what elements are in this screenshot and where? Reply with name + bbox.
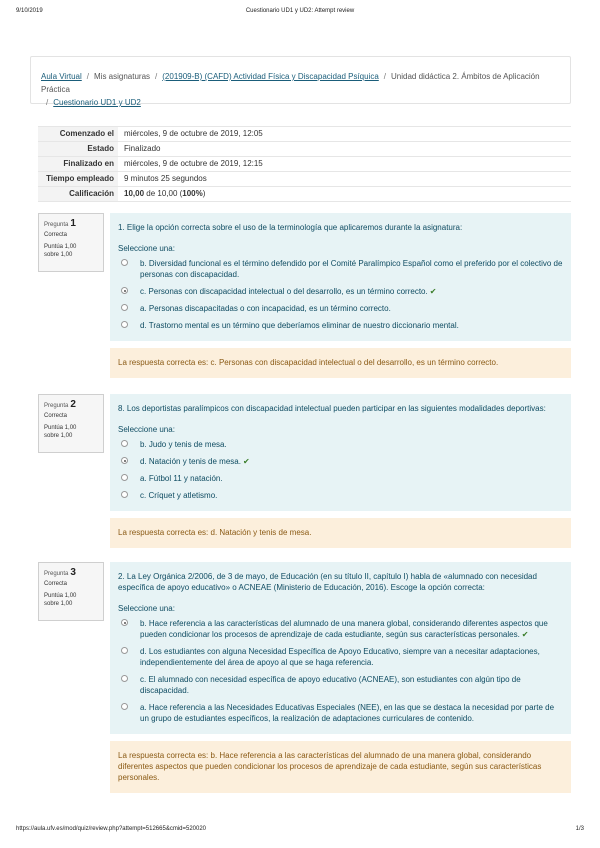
grade-close: ) [202, 189, 206, 198]
question-label: Pregunta [44, 571, 69, 577]
answer-text: a. Personas discapacitadas o con incapacidad, es un término correcto. [140, 304, 391, 313]
correct-answer-feedback: La respuesta correcta es: c. Personas con discapacidad intelectual o del desarrollo, es un término correcto. [110, 348, 571, 378]
summary-value: miércoles, 9 de octubre de 2019, 12:15 [124, 159, 263, 168]
answer-prompt: Seleccione una: [118, 604, 175, 613]
grade-line: Puntúa 1,00 [44, 593, 77, 599]
question-number-value: 2 [70, 399, 76, 410]
question-content [110, 562, 571, 793]
print-title: Cuestionario UD1 y UD2: Attempt review [245, 8, 355, 14]
summary-label: Estado [38, 142, 118, 157]
radio-button[interactable] [121, 647, 128, 654]
answer-option[interactable] [118, 439, 563, 450]
question-grade [44, 592, 98, 608]
answer-text: a. Hace referencia a las Necesidades Educativas Especiales (NEE), en las que se destaca la necesidad por parte de un grupo de estudiantes específicos, la realización de adaptaciones curriculares de contenido. [140, 703, 555, 723]
question-number [44, 399, 98, 410]
question-text: 2. La Ley Orgánica 2/2006, de 3 de mayo, de Educación (en su título II, capítulo I) habla de «alumnado con necesidad específica de apoyo educativo» o ACNEAE (Ministerio de Educación, 2016). Escoge la opción correcta: [118, 572, 537, 592]
question-state: Correcta [44, 413, 68, 419]
answer-text: c. El alumnado con necesidad específica de apoyo educativo (ACNEAE), son estudiantes con algún tipo de discapacidad. [140, 675, 521, 695]
answer-option[interactable] [118, 320, 563, 331]
print-url: https://aula.ufv.es/mod/quiz/review.php?attempt=512665&cmid=520020 [16, 826, 207, 832]
question-info [38, 213, 104, 272]
radio-button-checked[interactable] [121, 619, 128, 626]
breadcrumb-separator: / [155, 72, 158, 81]
check-icon: ✔ [521, 630, 529, 639]
radio-button[interactable] [121, 703, 128, 710]
summary-row [38, 172, 571, 187]
correct-answer-feedback: La respuesta correcta es: b. Hace referencia a las características del alumnado de una manera global, considerando diferentes aspectos que pueden condicionar los procesos de aprendizaje de cada estudiante, según sus características personales. [110, 741, 571, 793]
radio-button[interactable] [121, 304, 128, 311]
print-footer [16, 826, 584, 836]
answer-text: b. Diversidad funcional es el término defendido por el Comité Paralímpico Español como el preferido por el colectivo de personas con discapacidad. [140, 259, 563, 279]
summary-value: Finalizado [124, 144, 161, 153]
answer-option[interactable] [118, 456, 563, 467]
answer-option[interactable] [118, 490, 563, 501]
summary-label: Tiempo empleado [38, 172, 118, 187]
radio-button[interactable] [121, 440, 128, 447]
question-text: 8. Los deportistas paralímpicos con discapacidad intelectual pueden participar en las siguientes modalidades deportivas: [118, 404, 546, 413]
radio-button[interactable] [121, 259, 128, 266]
answer-text: a. Fútbol 11 y natación. [140, 474, 223, 483]
summary-value: 9 minutos 25 segundos [124, 174, 207, 183]
grade-line: sobre 1,00 [44, 601, 73, 607]
breadcrumb-quiz[interactable]: Cuestionario UD1 y UD2 [53, 98, 141, 107]
answer-option[interactable] [118, 674, 563, 696]
answer-option[interactable] [118, 286, 563, 297]
answer-text: d. Trastorno mental es un término que deberíamos eliminar de nuestro diccionario mental. [140, 321, 459, 330]
question-number-value: 1 [70, 218, 76, 229]
breadcrumb-unit[interactable]: Unidad didáctica 2. Ámbitos de Aplicación Práctica [41, 72, 540, 94]
summary-row [38, 127, 571, 142]
question-label: Pregunta [44, 222, 69, 228]
answer-prompt: Seleccione una: [118, 425, 175, 434]
answer-option[interactable] [118, 618, 563, 640]
page-number: 1/3 [575, 826, 584, 832]
answer-option[interactable] [118, 473, 563, 484]
question-text: 1. Elige la opción correcta sobre el uso de la terminología que aplicaremos durante la asignatura: [118, 223, 463, 232]
question-info [38, 394, 104, 453]
question-content [110, 394, 571, 548]
summary-grade [118, 187, 571, 202]
answer-text: c. Críquet y atletismo. [140, 491, 218, 500]
breadcrumb-separator: / [46, 98, 49, 107]
question-grade [44, 243, 98, 259]
answer-text: d. Natación y tenis de mesa. [140, 457, 241, 466]
question-number [44, 567, 98, 578]
attempt-summary-table [38, 126, 571, 202]
breadcrumb-separator: / [383, 72, 387, 81]
grade-line: Puntúa 1,00 [44, 425, 77, 431]
radio-button[interactable] [121, 321, 128, 328]
question-info [38, 562, 104, 621]
summary-label: Finalizado en [38, 157, 118, 172]
answer-prompt: Seleccione una: [118, 244, 175, 253]
answer-option[interactable] [118, 646, 563, 668]
question-grade [44, 424, 98, 440]
question-state: Correcta [44, 232, 68, 238]
question-number-value: 3 [70, 567, 76, 578]
radio-button-checked[interactable] [121, 287, 128, 294]
radio-button[interactable] [121, 474, 128, 481]
grade-out-of: de 10,00 ( [144, 189, 183, 198]
answer-text: b. Judo y tenis de mesa. [140, 440, 227, 449]
summary-value: miércoles, 9 de octubre de 2019, 12:05 [124, 129, 263, 138]
correct-answer-feedback: La respuesta correcta es: d. Natación y tenis de mesa. [110, 518, 571, 548]
answer-option[interactable] [118, 702, 563, 724]
breadcrumb [30, 56, 571, 107]
question-content [110, 213, 571, 378]
breadcrumb-separator: / [86, 72, 89, 81]
question-state: Correcta [44, 581, 68, 587]
print-header [16, 8, 584, 20]
answer-option[interactable] [118, 258, 563, 280]
grade-line: sobre 1,00 [44, 433, 73, 439]
question-formulation [110, 213, 571, 341]
radio-button[interactable] [121, 675, 128, 682]
answer-text: d. Los estudiantes con alguna Necesidad Específica de Apoyo Educativo, siempre van a necesitar adaptaciones, independientemente del área de apoyo al que se haga referencia. [140, 647, 540, 667]
grade-line: sobre 1,00 [44, 252, 73, 258]
answer-option[interactable] [118, 303, 563, 314]
summary-label: Comenzado el [38, 127, 118, 142]
print-date: 9/10/2019 [16, 8, 43, 14]
summary-row [38, 142, 571, 157]
breadcrumb-course[interactable]: (201909-B) (CAFD) Actividad Física y Discapacidad Psíquica [162, 72, 379, 81]
breadcrumb-mis-asignaturas[interactable]: Mis asignaturas [94, 72, 151, 81]
question-formulation [110, 562, 571, 734]
check-icon: ✔ [429, 287, 437, 296]
grade-percent: 100% [182, 189, 203, 198]
summary-label: Calificación [38, 187, 118, 202]
question-formulation [110, 394, 571, 511]
answer-text: c. Personas con discapacidad intelectual o del desarrollo, es un término correcto. [140, 287, 428, 296]
radio-button-checked[interactable] [121, 457, 128, 464]
question-number [44, 218, 98, 229]
grade-line: Puntúa 1,00 [44, 244, 77, 250]
answer-text: b. Hace referencia a las características del alumnado de una manera global, considerando diferentes aspectos que pueden condicionar los procesos de aprendizaje de cada estudiante, según sus características personales. [140, 619, 548, 639]
summary-row [38, 157, 571, 172]
check-icon: ✔ [242, 457, 250, 466]
radio-button[interactable] [121, 491, 128, 498]
question-label: Pregunta [44, 403, 69, 409]
grade-score: 10,00 [124, 189, 145, 198]
breadcrumb-aula-virtual[interactable]: Aula Virtual [41, 72, 82, 81]
summary-row [38, 187, 571, 202]
